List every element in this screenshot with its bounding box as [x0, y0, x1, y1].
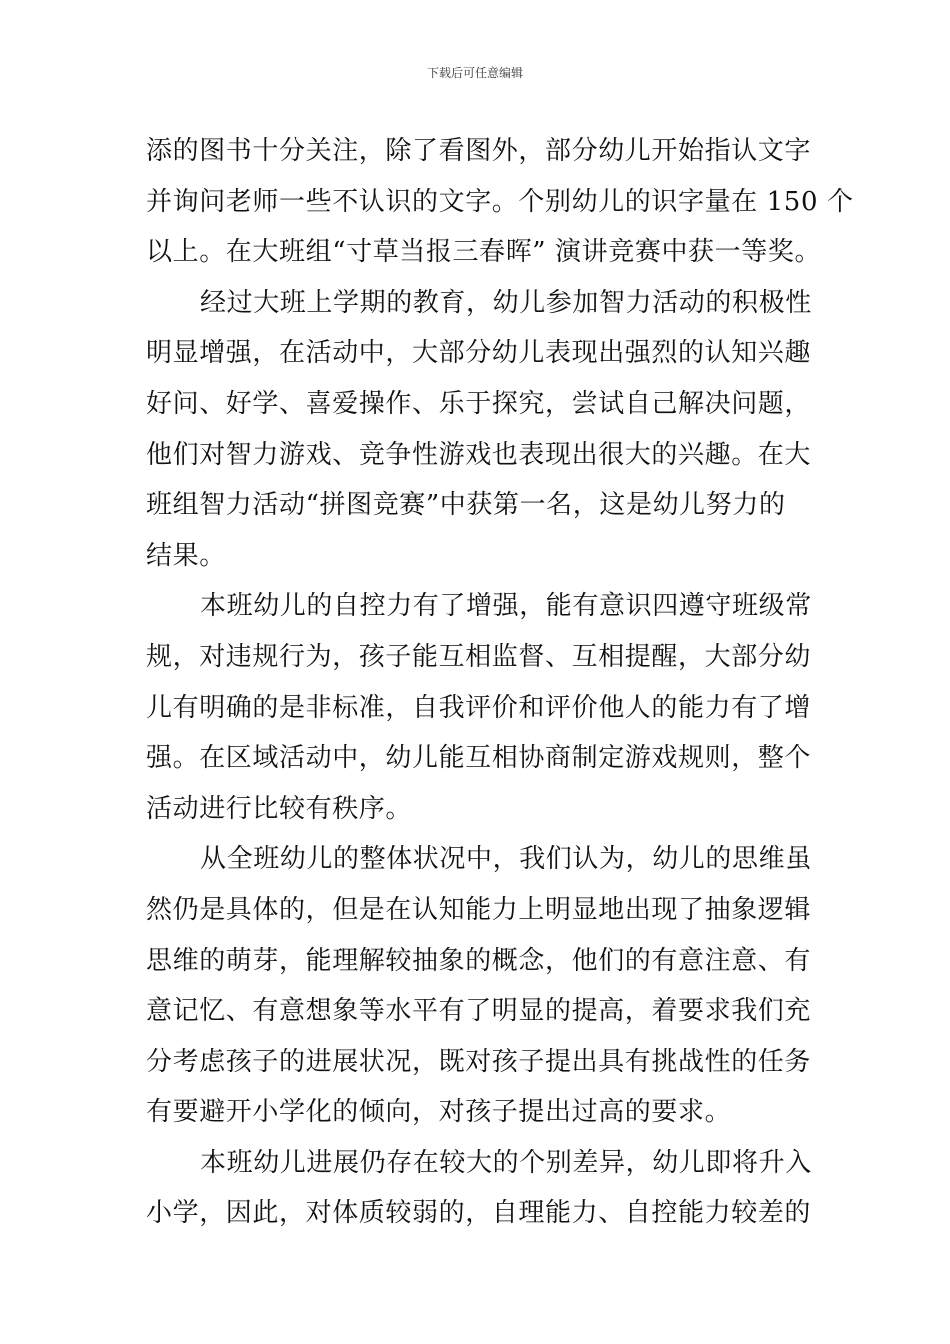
- text-line: 本班幼儿的自控力有了增强，能有意识四遵守班级常: [200, 591, 812, 622]
- text-line: 思维的萌芽，能理解较抽象的概念，他们的有意注意、有: [146, 945, 812, 976]
- text-line: 规，对违规行为，孩子能互相监督、互相提醒，大部分幼: [146, 641, 812, 672]
- text-line: 并询问老师一些不认识的文字。个别幼儿的识字量在 150 个: [146, 186, 854, 217]
- page-header: 下载后可任意编辑: [426, 66, 523, 80]
- text-line: 结果。: [146, 540, 226, 571]
- text-line: 添的图书十分关注，除了看图外，部分幼儿开始指认文字: [146, 136, 812, 166]
- text-line: 活动进行比较有秩序。: [146, 793, 413, 824]
- text-line: 他们对智力游戏、竞争性游戏也表现出很大的兴趣。在大: [146, 439, 812, 470]
- text-line: 班组智力活动“拼图竞赛”中获第一名，这是幼儿努力的: [146, 490, 786, 521]
- text-line: 分考虑孩子的进展状况，既对孩子提出具有挑战性的任务: [146, 1046, 812, 1077]
- text-line: 从全班幼儿的整体状况中，我们认为，幼儿的思维虽: [200, 844, 812, 875]
- text-line: 儿有明确的是非标准，自我评价和评价他人的能力有了增: [146, 692, 812, 723]
- text-line: 经过大班上学期的教育，幼儿参加智力活动的积极性: [200, 287, 812, 318]
- text-line: 明显增强，在活动中，大部分幼儿表现出强烈的认知兴趣: [146, 338, 812, 369]
- text-line: 小学，因此，对体质较弱的，自理能力、自控能力较差的: [146, 1198, 812, 1229]
- text-line: 有要避开小学化的倾向，对孩子提出过高的要求。: [146, 1097, 732, 1128]
- body-text: [146, 126, 854, 1239]
- text-line: 意记忆、有意想象等水平有了明显的提高，着要求我们充: [146, 996, 812, 1027]
- text-line: 强。在区域活动中，幼儿能互相协商制定游戏规则，整个: [146, 743, 812, 774]
- text-line: 本班幼儿进展仍存在较大的个别差异，幼儿即将升入: [200, 1147, 812, 1178]
- text-line: 好问、好学、喜爱操作、乐于探究，尝试自己解决问题，: [146, 388, 812, 419]
- text-line: 然仍是具体的，但是在认知能力上明显地出现了抽象逻辑: [146, 894, 812, 925]
- text-line: 以上。在大班组“寸草当报三春晖” 演讲竞赛中获一等奖。: [146, 237, 822, 268]
